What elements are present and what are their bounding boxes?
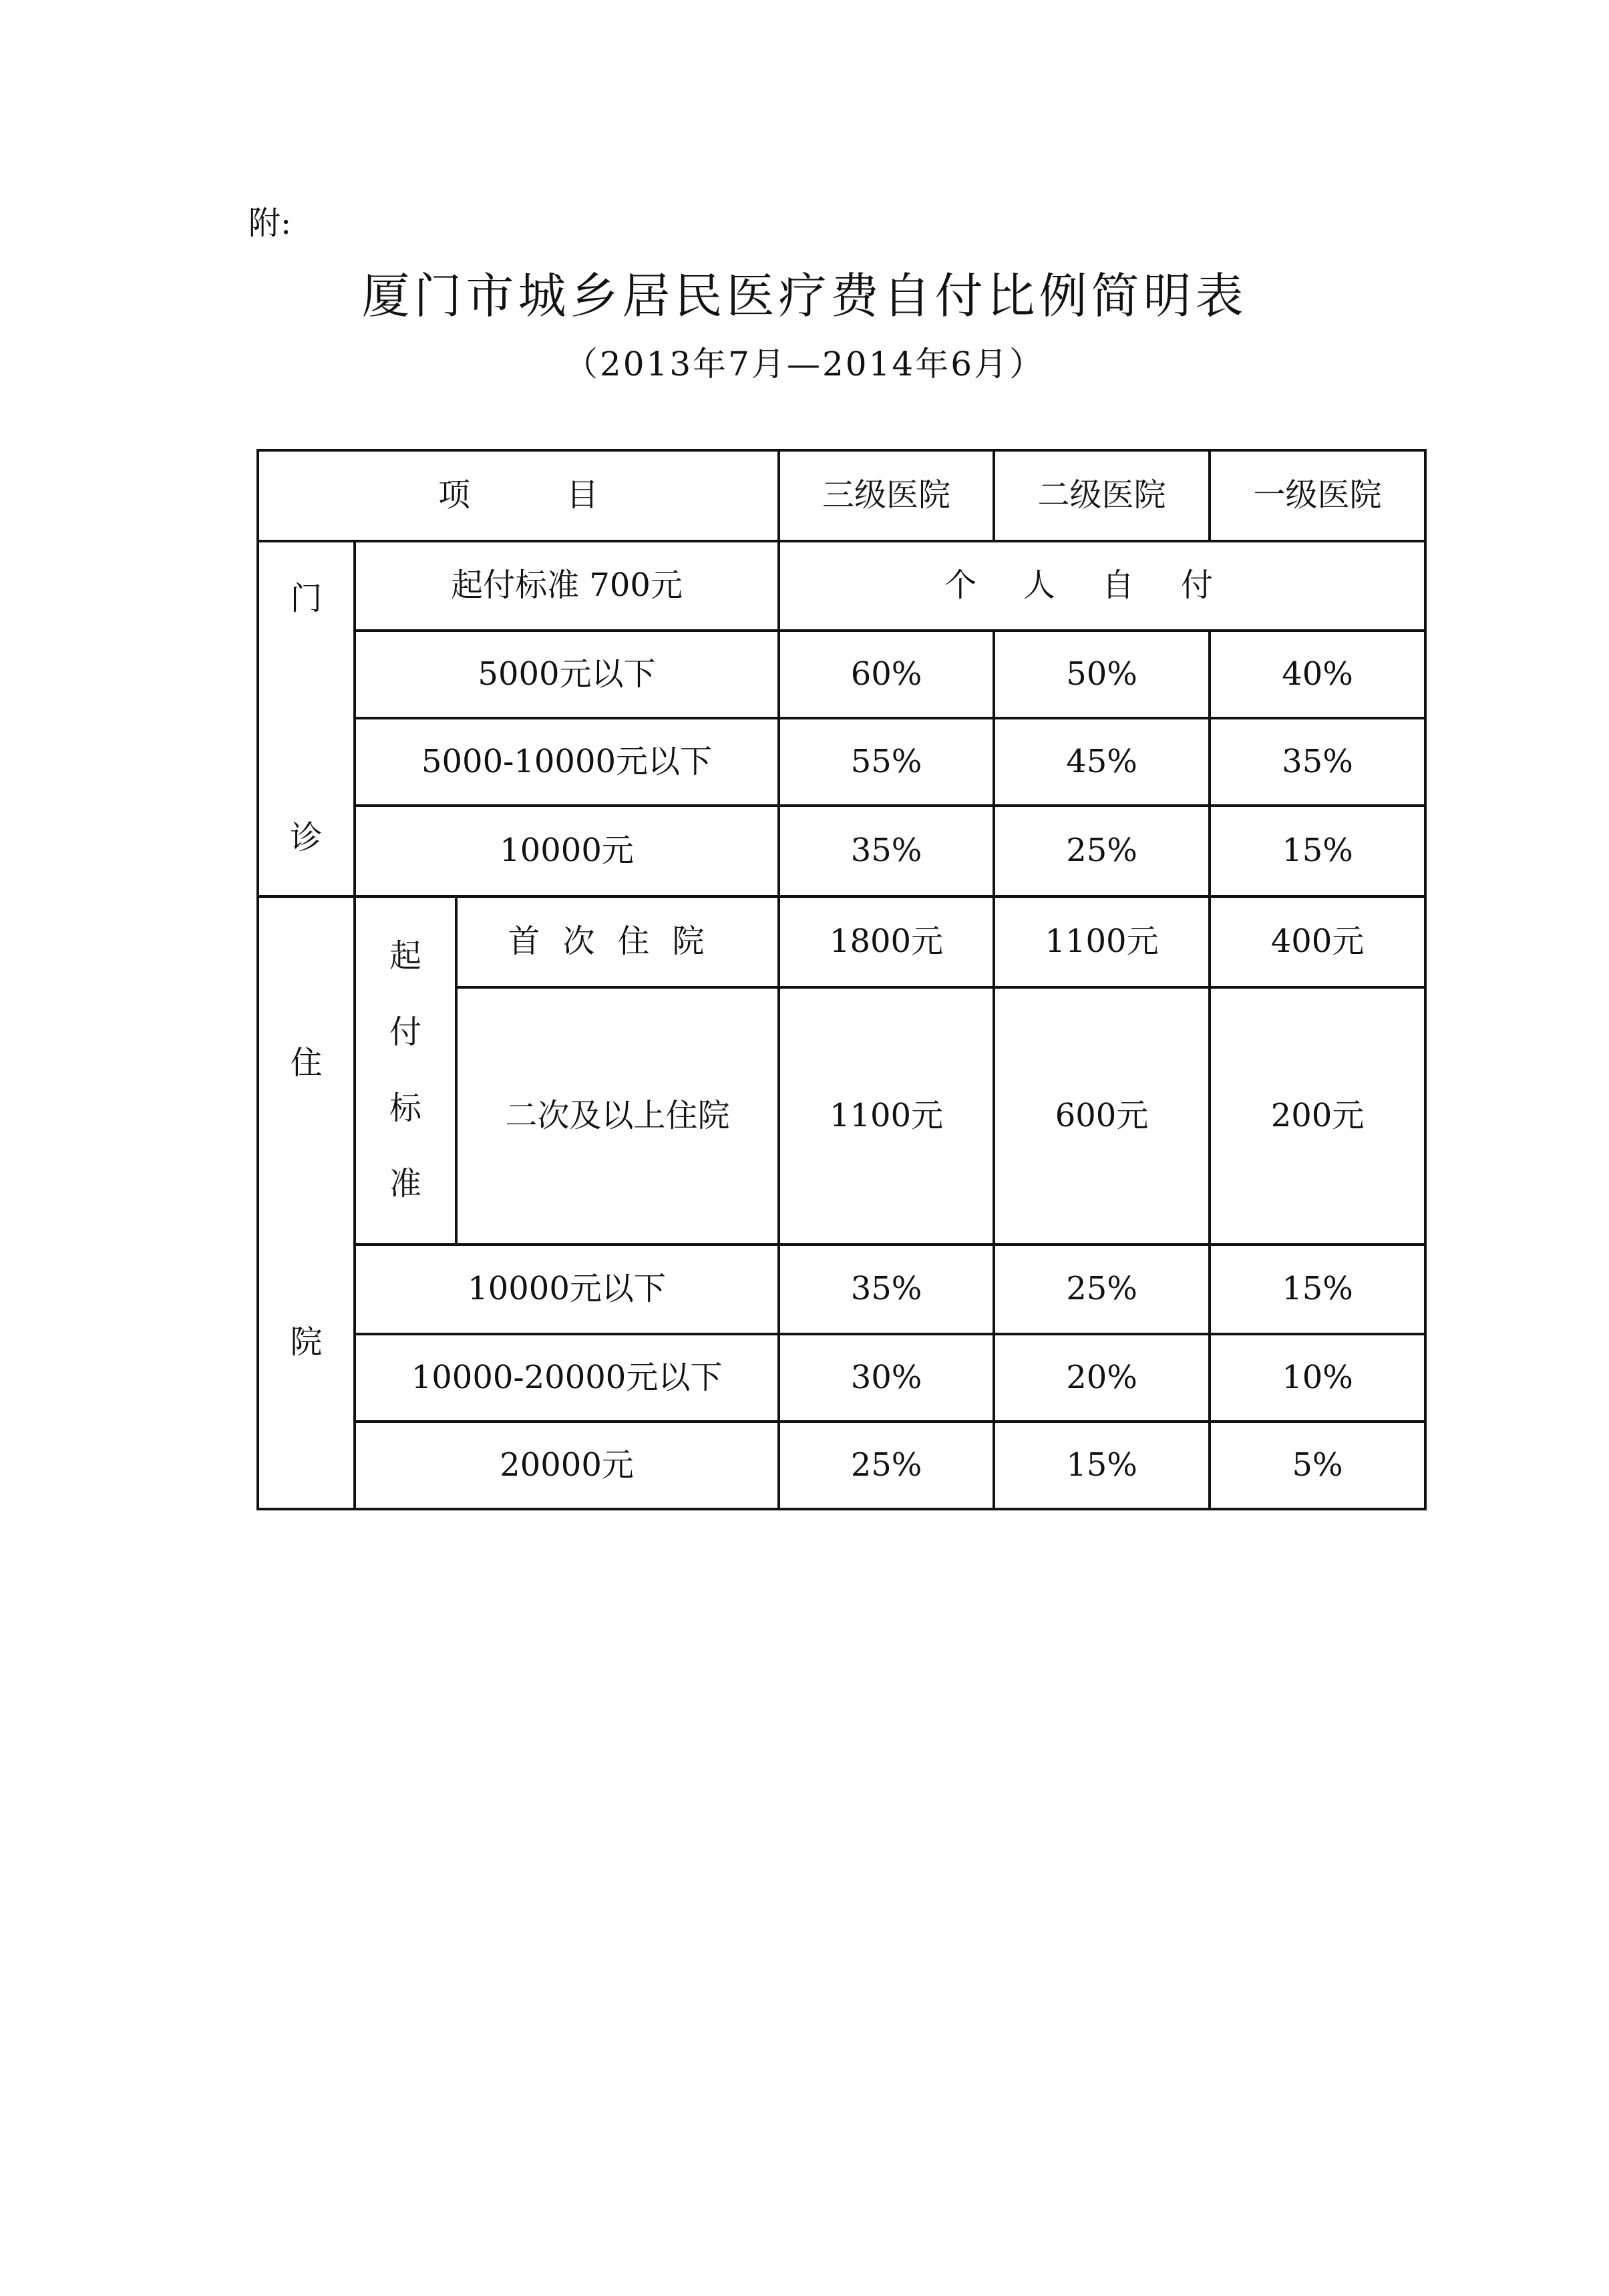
cell-value: 35% [779, 1245, 994, 1334]
cell-value: 15% [994, 1422, 1210, 1509]
cell-value: 15% [1210, 806, 1425, 896]
row-label: 10000元 [355, 806, 779, 896]
cell-value: 45% [994, 718, 1210, 806]
cell-value: 5% [1210, 1422, 1425, 1509]
cell-value: 35% [1210, 718, 1425, 806]
deductible-label-char: 准 [389, 1165, 421, 1203]
cell-value: 20% [994, 1334, 1210, 1422]
cell-value: 400元 [1210, 896, 1425, 987]
inpatient-label-char: 住 [290, 1043, 323, 1082]
cell-value: 40% [1210, 631, 1425, 718]
cell-value: 1800元 [779, 896, 994, 987]
inpatient-deductible-label-cell [355, 896, 456, 1245]
attachment-label: 附: [248, 204, 292, 242]
cell-value: 25% [994, 1245, 1210, 1334]
header-secondary-hospital: 二级医院 [994, 450, 1210, 541]
cell-value: 200元 [1210, 987, 1425, 1245]
fee-table [256, 449, 1427, 1510]
deductible-label-char: 起 [389, 937, 421, 975]
header-primary-hospital: 一级医院 [1210, 450, 1425, 541]
page-title: 厦门市城乡居民医疗费自付比例简明表 [361, 268, 1248, 324]
deductible-label-char: 标 [389, 1089, 421, 1127]
cell-value: 30% [779, 1334, 994, 1422]
inpatient-label-char: 院 [290, 1323, 323, 1361]
row-label: 10000元以下 [355, 1245, 779, 1334]
cell-value: 55% [779, 718, 994, 806]
cell-value: 35% [779, 806, 994, 896]
inpatient-label-cell [258, 896, 355, 1509]
outpatient-deductible-value: 个人自付 [779, 541, 1425, 631]
outpatient-label-bottom: 诊 [290, 819, 323, 856]
cell-value: 25% [779, 1422, 994, 1509]
table-header-row [258, 450, 1425, 541]
row-label: 5000-10000元以下 [355, 718, 779, 806]
cell-value: 1100元 [994, 896, 1210, 987]
table-row [258, 1334, 1425, 1422]
table-row [258, 541, 1425, 631]
cell-value: 15% [1210, 1245, 1425, 1334]
header-item: 项 目 [258, 450, 779, 541]
table-row [258, 718, 1425, 806]
row-label: 二次及以上住院 [456, 987, 779, 1245]
cell-value: 600元 [994, 987, 1210, 1245]
deductible-label-char: 付 [389, 1013, 421, 1051]
cell-value: 10% [1210, 1334, 1425, 1422]
row-label: 5000元以下 [355, 631, 779, 718]
table-row [258, 896, 1425, 987]
table-row [258, 631, 1425, 718]
outpatient-deductible-label: 起付标准 700元 [355, 541, 779, 631]
outpatient-label-cell [258, 541, 355, 896]
cell-value: 50% [994, 631, 1210, 718]
table-row [258, 1245, 1425, 1334]
cell-value: 1100元 [779, 987, 994, 1245]
header-tertiary-hospital: 三级医院 [779, 450, 994, 541]
cell-value: 60% [779, 631, 994, 718]
cell-value: 25% [994, 806, 1210, 896]
table-row [258, 1422, 1425, 1509]
table-row [258, 806, 1425, 896]
row-label: 首次住院 [456, 896, 779, 987]
page-subtitle: （2013年7月—2014年6月） [564, 345, 1045, 383]
outpatient-label-top: 门 [290, 580, 323, 618]
row-label: 20000元 [355, 1422, 779, 1509]
row-label: 10000-20000元以下 [355, 1334, 779, 1422]
